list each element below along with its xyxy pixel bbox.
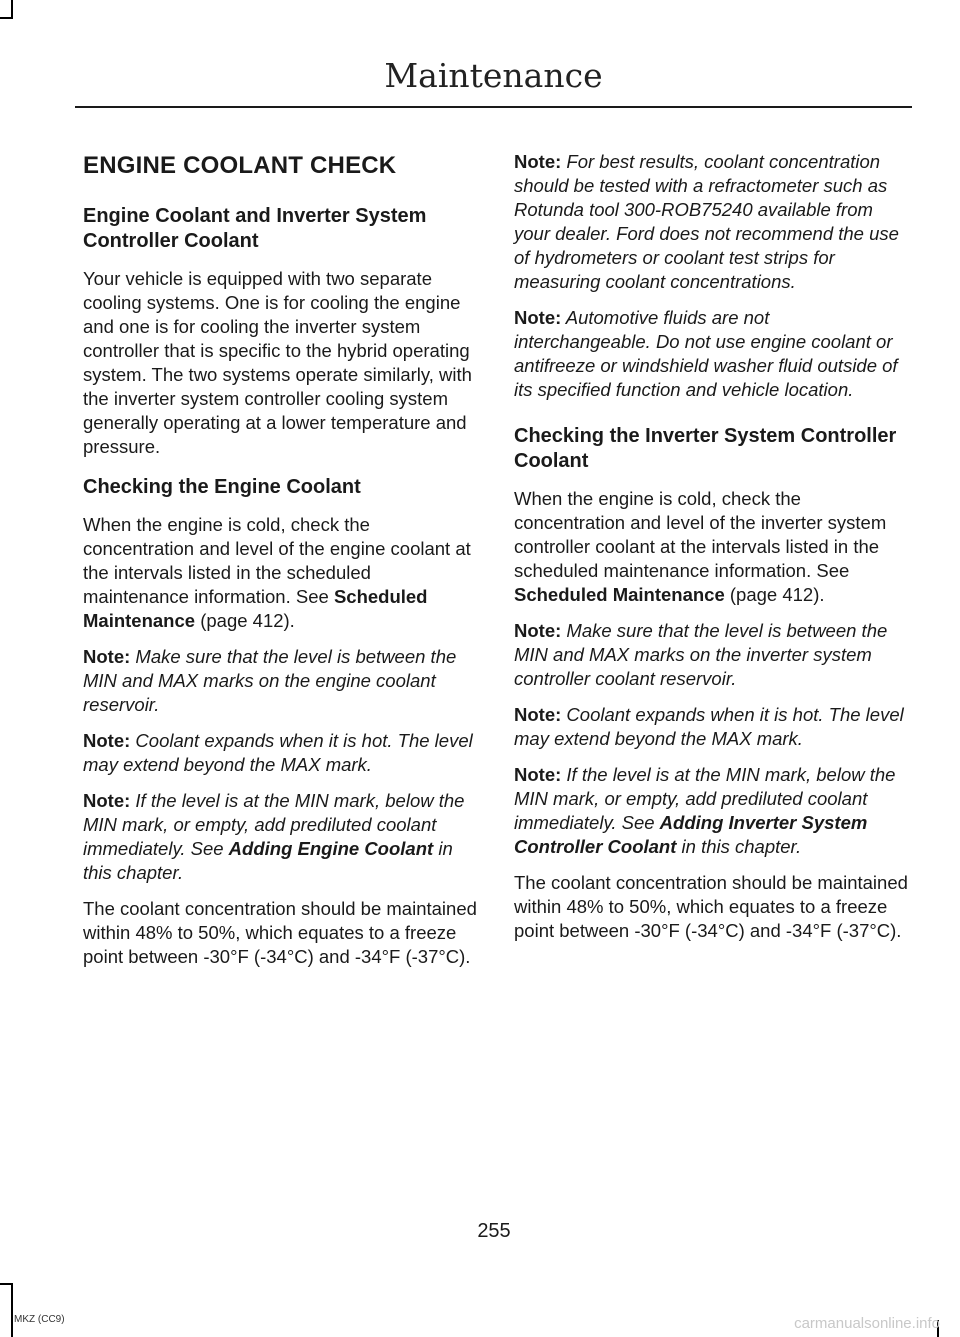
crop-mark-bottom-left [11,1283,13,1337]
inverter-concentration-paragraph: The coolant concentration should be maintained within 48% to 50%, which equates to a freeze point between -30°F (-34°C) and -34°F (-37°C). [514,872,908,941]
note-inverter-coolant-expands: Note: Coolant expands when it is hot. The level may extend beyond the MAX mark. [514,704,904,749]
watermark: carmanualsonline.info [794,1315,940,1332]
check-engine-paragraph: When the engine is cold, check the concentration and level of the engine coolant at the intervals listed in the scheduled maintenance information. See Scheduled Maintenance (page 412). [83,514,471,631]
header-rule [75,106,912,108]
footer-model: MKZ (CC9) [14,1314,65,1325]
note-coolant-expands: Note: Coolant expands when it is hot. The level may extend beyond the MAX mark. [83,730,473,775]
page-header-title: Maintenance [384,56,603,95]
concentration-paragraph: The coolant concentration should be maintained within 48% to 50%, which equates to a freeze point between -30°F (-34°C) and -34°F (-37°C). [83,898,477,967]
adding-engine-coolant-link[interactable]: Adding Engine Coolant [228,838,434,859]
note-refractometer: Note: For best results, coolant concentration should be tested with a refractometer such as Rotunda tool 300-ROB75240 available from your dealer. Ford does not recommend the use of hydrometers or coolant test strips for measuring coolant concentrations. [514,151,899,292]
crop-mark-top-left-h [0,17,13,19]
crop-mark-bottom-left-h [0,1283,13,1285]
right-column [514,150,909,955]
section-heading: ENGINE COOLANT CHECK [83,152,397,179]
note-level-between-marks: Note: Make sure that the level is between the MIN and MAX marks on the engine coolant reservoir. [83,646,457,715]
crop-mark-top-left [11,0,13,18]
note-add-prediluted: Note: If the level is at the MIN mark, below the MIN mark, or empty, add prediluted coolant immediately. See Adding Engine Coolant in this chapter. [83,790,465,883]
check-inverter-paragraph: When the engine is cold, check the concentration and level of the inverter system controller coolant at the intervals listed in the scheduled maintenance information. See Scheduled Maintenance (page 412). [514,488,887,605]
scheduled-maintenance-link-2[interactable]: Scheduled Maintenance [514,584,725,605]
subheading-checking-engine-coolant: Checking the Engine Coolant [83,476,361,498]
adding-inverter-coolant-link[interactable]: Adding Inverter System Controller Coolant [514,812,868,857]
note-fluids-not-interchangeable: Note: Automotive fluids are not interchangeable. Do not use engine coolant or antifreeze or windshield washer fluid outside of its specified function and vehicle location. [514,307,898,400]
subheading-coolant-systems: Engine Coolant and Inverter System Controller Coolant [83,205,427,252]
note-inverter-level-between-marks: Note: Make sure that the level is between the MIN and MAX marks on the inverter system controller coolant reservoir. [514,620,888,689]
subheading-checking-inverter-coolant: Checking the Inverter System Controller Coolant [514,425,897,472]
page-number: 255 [477,1220,511,1242]
left-column [83,148,478,981]
note-inverter-add-prediluted: Note: If the level is at the MIN mark, below the MIN mark, or empty, add prediluted coolant immediately. See Adding Inverter System Controller Coolant in this chapter. [514,764,896,857]
intro-paragraph: Your vehicle is equipped with two separate cooling systems. One is for cooling the engine and one is for cooling the inverter system controller that is specific to the hybrid operating system. The two systems operate similarly, with the inverter system controller cooling system generally operating at a lower temperature and pressure. [83,268,472,457]
scheduled-maintenance-link[interactable]: Scheduled Maintenance [83,586,428,631]
